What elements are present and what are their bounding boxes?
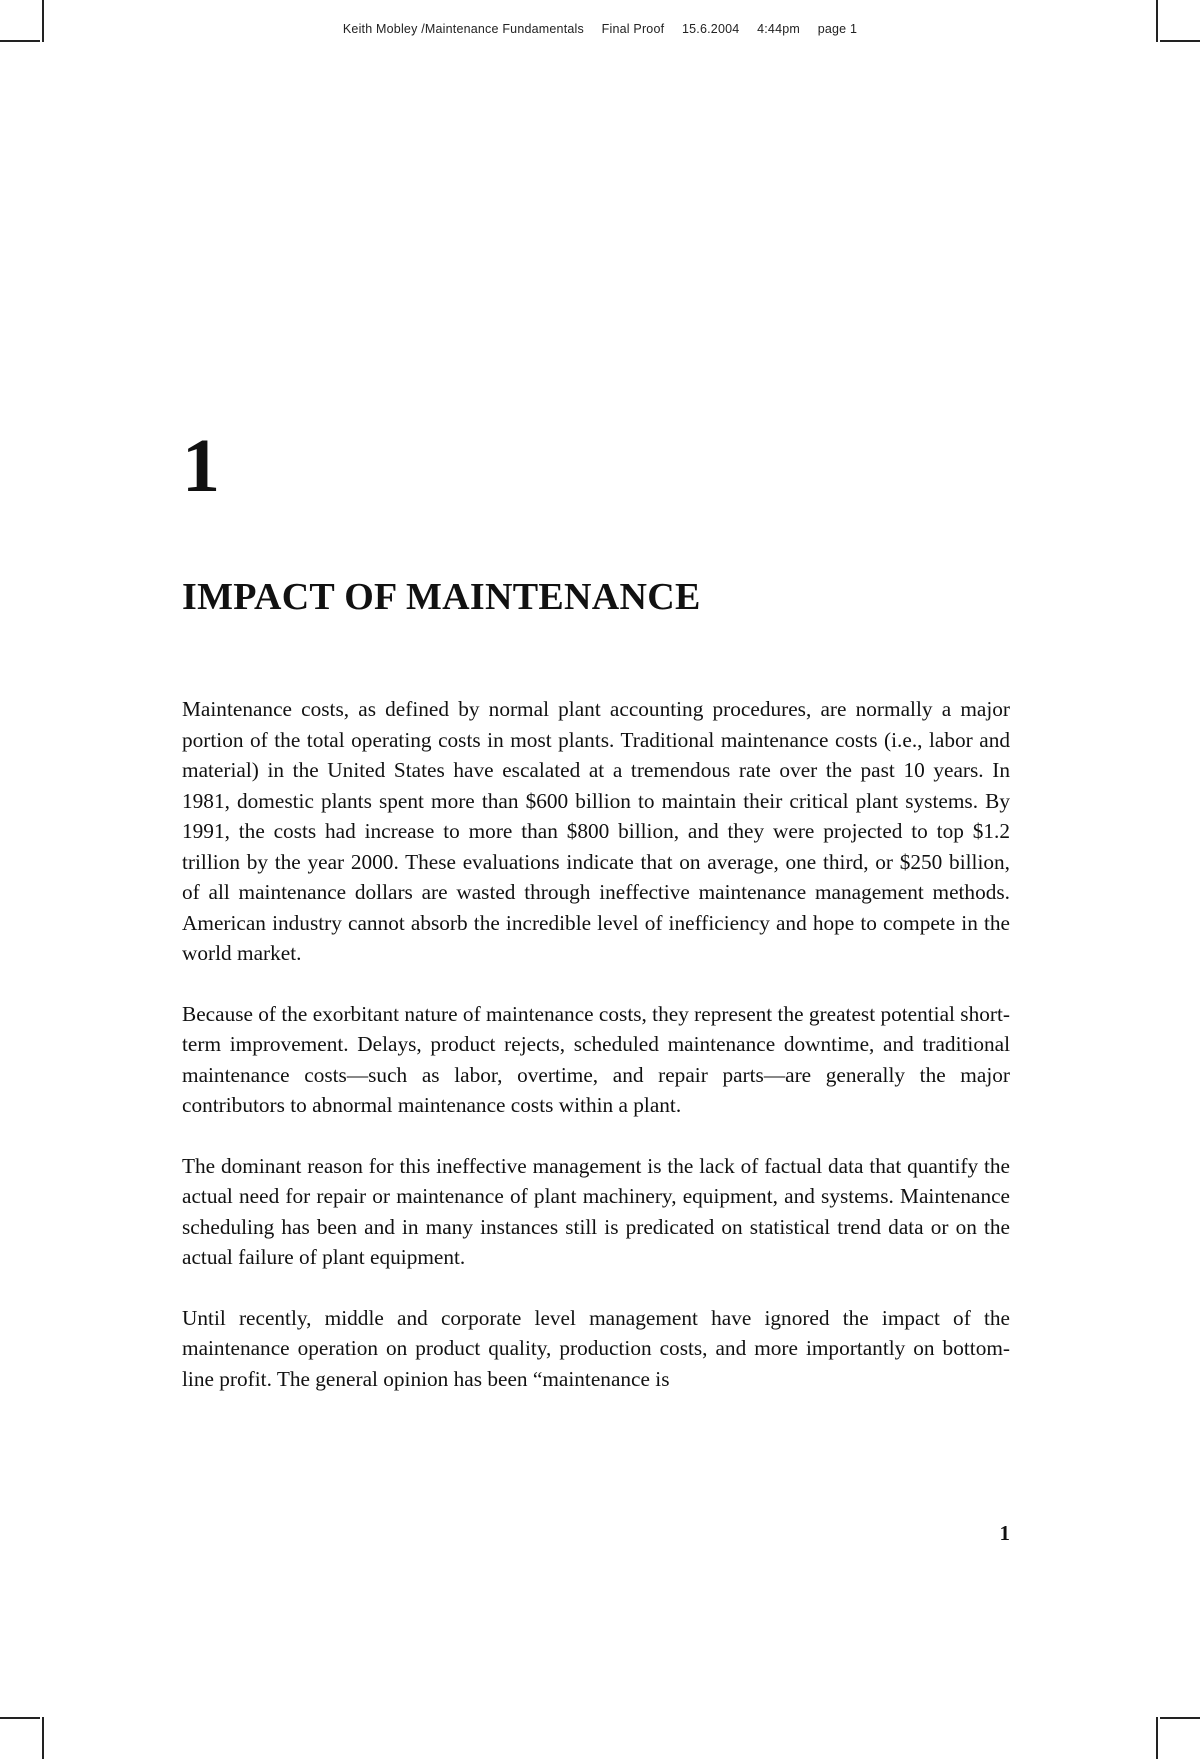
header-author-title: Keith Mobley /Maintenance Fundamentals xyxy=(342,22,584,36)
header-time: 4:44pm xyxy=(757,22,800,36)
crop-mark-bottom-left-horizontal xyxy=(0,1717,40,1719)
crop-mark-bottom-right-horizontal xyxy=(1160,1717,1200,1719)
header-date: 15.6.2004 xyxy=(681,22,740,36)
header-page: page 1 xyxy=(817,22,858,36)
page-number: 1 xyxy=(999,1521,1010,1545)
crop-mark-top-left-horizontal xyxy=(0,40,40,42)
paragraph-2: Because of the exorbitant nature of maintenance costs, they represent the greatest potential short-term improvement. Delays, product rejects, scheduled maintenance downtime, and traditional maintenance costs—such as labor, overtime, and repair parts—are generally the major contributors to abnormal maintenance costs within a plant. xyxy=(182,1001,1010,1117)
paragraph-1: Maintenance costs, as defined by normal plant accounting procedures, are normally a major portion of the total operating costs in most plants. Traditional maintenance costs (i.e., labor and material) in the United States have escalated at a tremendous rate over the past 10 years. In 1981, domestic plants spent more than $600 billion to maintain their critical plant systems. By 1991, the costs had increase to more than $800 billion, and they were projected to top $1.2 trillion by the year 2000. These evaluations indicate that on average, one third, or $250 billion, of all maintenance dollars are wasted through ineffective maintenance management methods. American industry cannot absorb the incredible level of inefficiency and hope to compete in the world market. xyxy=(182,697,1010,965)
crop-mark-top-right-horizontal xyxy=(1160,40,1200,42)
paragraph-3: The dominant reason for this ineffective management is the lack of factual data that quantify the actual need for repair or maintenance of plant machinery, equipment, and systems. Maintenance scheduling has been and in many instances still is predicated on statistical trend data or on the actual failure of plant equipment. xyxy=(182,1153,1010,1269)
header-proof: Final Proof xyxy=(601,22,665,36)
running-header xyxy=(0,22,1200,36)
crop-mark-bottom-right-vertical xyxy=(1156,1717,1158,1759)
chapter-number: 1 xyxy=(182,424,220,508)
chapter-title: IMPACT OF MAINTENANCE xyxy=(182,576,701,618)
body-text xyxy=(182,694,1010,1424)
crop-mark-bottom-left-vertical xyxy=(42,1717,44,1759)
paragraph-4: Until recently, middle and corporate level management have ignored the impact of the maintenance operation on product quality, production costs, and more importantly on bottom-line profit. The general opinion has been “maintenance is xyxy=(182,1305,1010,1391)
